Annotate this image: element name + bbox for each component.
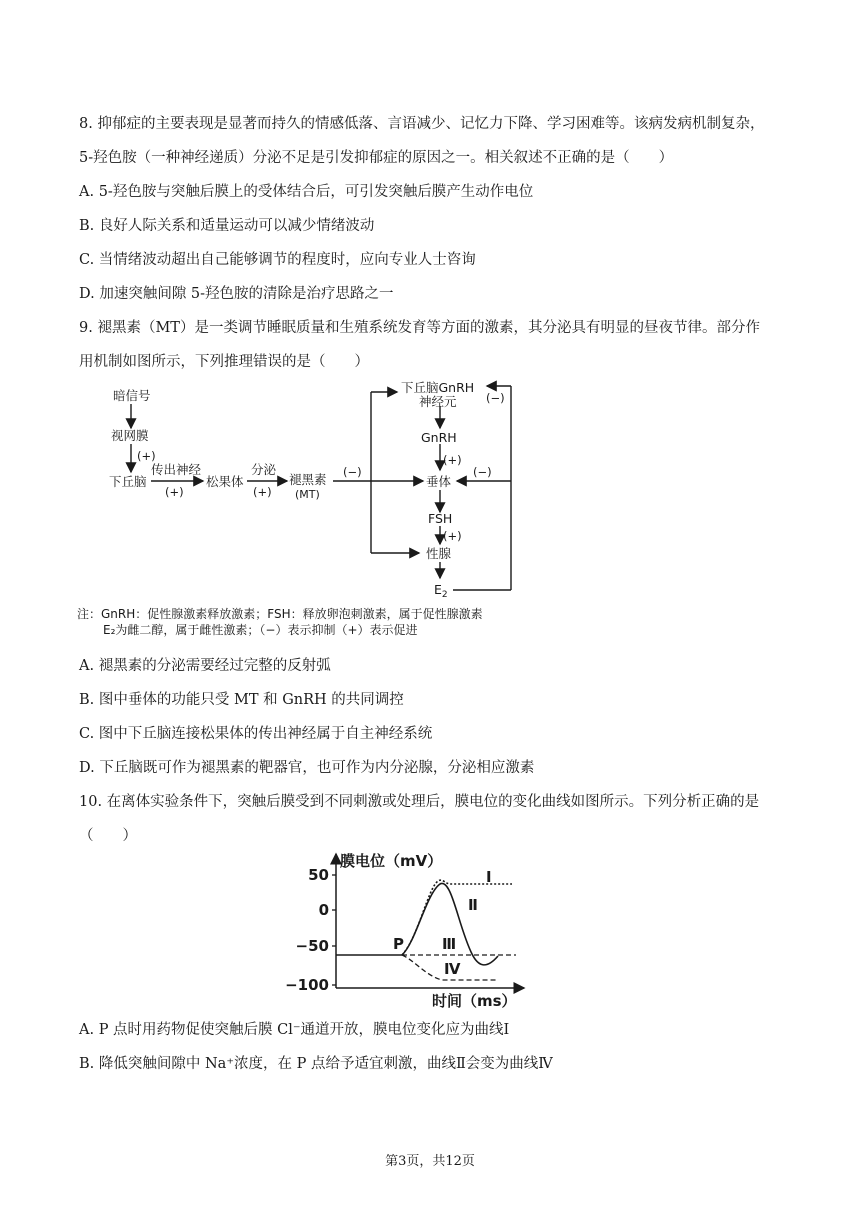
q8-stem-line2: 5-羟色胺（一种神经递质）分泌不足是引发抑郁症的原因之一。相关叙述不正确的是（ ） [79, 150, 674, 166]
curve-label-iii: Ⅲ [442, 935, 457, 953]
secrete-label: 分泌 [251, 462, 277, 477]
curve-i [402, 880, 512, 955]
pineal-label: 松果体 [206, 474, 244, 489]
gonad-label: 性腺 [426, 546, 452, 561]
y-tick-0: 0 [318, 901, 329, 919]
gnrh-label: GnRH [421, 430, 457, 445]
mt-label: (MT) [295, 488, 320, 501]
gnrh-plus-label: (+) [443, 453, 462, 467]
e2-pituitary-minus-label: (−) [473, 465, 492, 479]
q8-option-a: A. 5-羟色胺与突触后膜上的受体结合后，可引发突触后膜产生动作电位 [79, 184, 534, 200]
q9-option-b: B. 图中垂体的功能只受 MT 和 GnRH 的共同调控 [79, 692, 404, 708]
e2-label: $E_2$ [434, 582, 448, 600]
curve-label-ii: Ⅱ [468, 896, 478, 914]
melatonin-mechanism-diagram [75, 378, 525, 640]
q10-option-b: B. 降低突触间隙中 Na⁺浓度，在 P 点给予适宜刺激，曲线Ⅱ会变为曲线Ⅳ [79, 1056, 553, 1072]
x-axis-label: 时间（ms） [432, 992, 517, 1010]
fsh-label: FSH [428, 511, 453, 526]
curve-label-iv: Ⅳ [444, 960, 461, 978]
q8-option-d: D. 加速突触间隙 5-羟色胺的清除是治疗思路之一 [79, 286, 394, 302]
point-p-label: P [393, 935, 404, 953]
retina-label: 视网膜 [111, 428, 149, 443]
secrete-plus-label: (+) [253, 485, 272, 499]
dark-signal-label: 暗信号 [113, 388, 151, 403]
hypothalamus-label: 下丘脑 [109, 474, 147, 489]
q10-stem-line2: （ ） [79, 828, 137, 844]
q8-stem-line1: 8. 抑郁症的主要表现是显著而持久的情感低落、言语减少、记忆力下降、学习困难等。该病发病机制复杂， [79, 116, 765, 132]
y-axis-label: 膜电位（mV） [340, 852, 443, 870]
melatonin-label: 褪黑素 [289, 472, 327, 487]
page-footer: 第3页，共12页 [385, 1154, 475, 1169]
diagram-note-line1: 注：GnRH：促性腺激素释放激素；FSH：释放卵泡刺激素，属于促性腺激素 [77, 607, 483, 621]
q9-stem-line1: 9. 褪黑素（MT）是一类调节睡眠质量和生殖系统发育等方面的激素，其分泌具有明显的昼夜节律。部分作 [79, 320, 760, 336]
retina-plus-label: (+) [137, 449, 156, 463]
q8-option-b: B. 良好人际关系和适量运动可以减少情绪波动 [79, 218, 375, 234]
y-tick-50: 50 [308, 866, 329, 884]
y-tick-neg50: −50 [295, 937, 329, 955]
y-tick-neg100: −100 [285, 976, 329, 994]
q9-option-a: A. 褪黑素的分泌需要经过完整的反射弧 [79, 658, 331, 674]
pituitary-label: 垂体 [426, 474, 452, 489]
gnrh-neuron-label-2: 神经元 [419, 394, 457, 409]
membrane-potential-graph [285, 848, 530, 1010]
efferent-plus-label: (+) [165, 485, 184, 499]
q10-stem-line1: 10. 在离体实验条件下，突触后膜受到不同刺激或处理后，膜电位的变化曲线如图所示。下列分析正确的是 [79, 794, 760, 810]
fsh-plus-label: (+) [443, 529, 462, 543]
curve-label-i: Ⅰ [486, 868, 492, 886]
mt-pituitary-minus-label: (−) [343, 465, 362, 479]
e2-neuron-minus-label: (−) [486, 391, 505, 405]
q9-option-c: C. 图中下丘脑连接松果体的传出神经属于自主神经系统 [79, 726, 433, 742]
q8-option-c: C. 当情绪波动超出自己能够调节的程度时，应向专业人士咨询 [79, 252, 476, 268]
gnrh-neuron-label-1: 下丘脑GnRH [401, 380, 475, 395]
q9-option-d: D. 下丘脑既可作为褪黑素的靶器官，也可作为内分泌腺，分泌相应激素 [79, 760, 535, 776]
diagram-note-line2: E₂为雌二醇，属于雌性激素；（−）表示抑制（+）表示促进 [103, 623, 418, 637]
q9-stem-line2: 用机制如图所示，下列推理错误的是（ ） [79, 354, 369, 370]
q10-option-a: A. P 点时用药物促使突触后膜 Cl⁻通道开放，膜电位变化应为曲线Ⅰ [79, 1022, 510, 1038]
efferent-nerve-label: 传出神经 [151, 462, 202, 477]
